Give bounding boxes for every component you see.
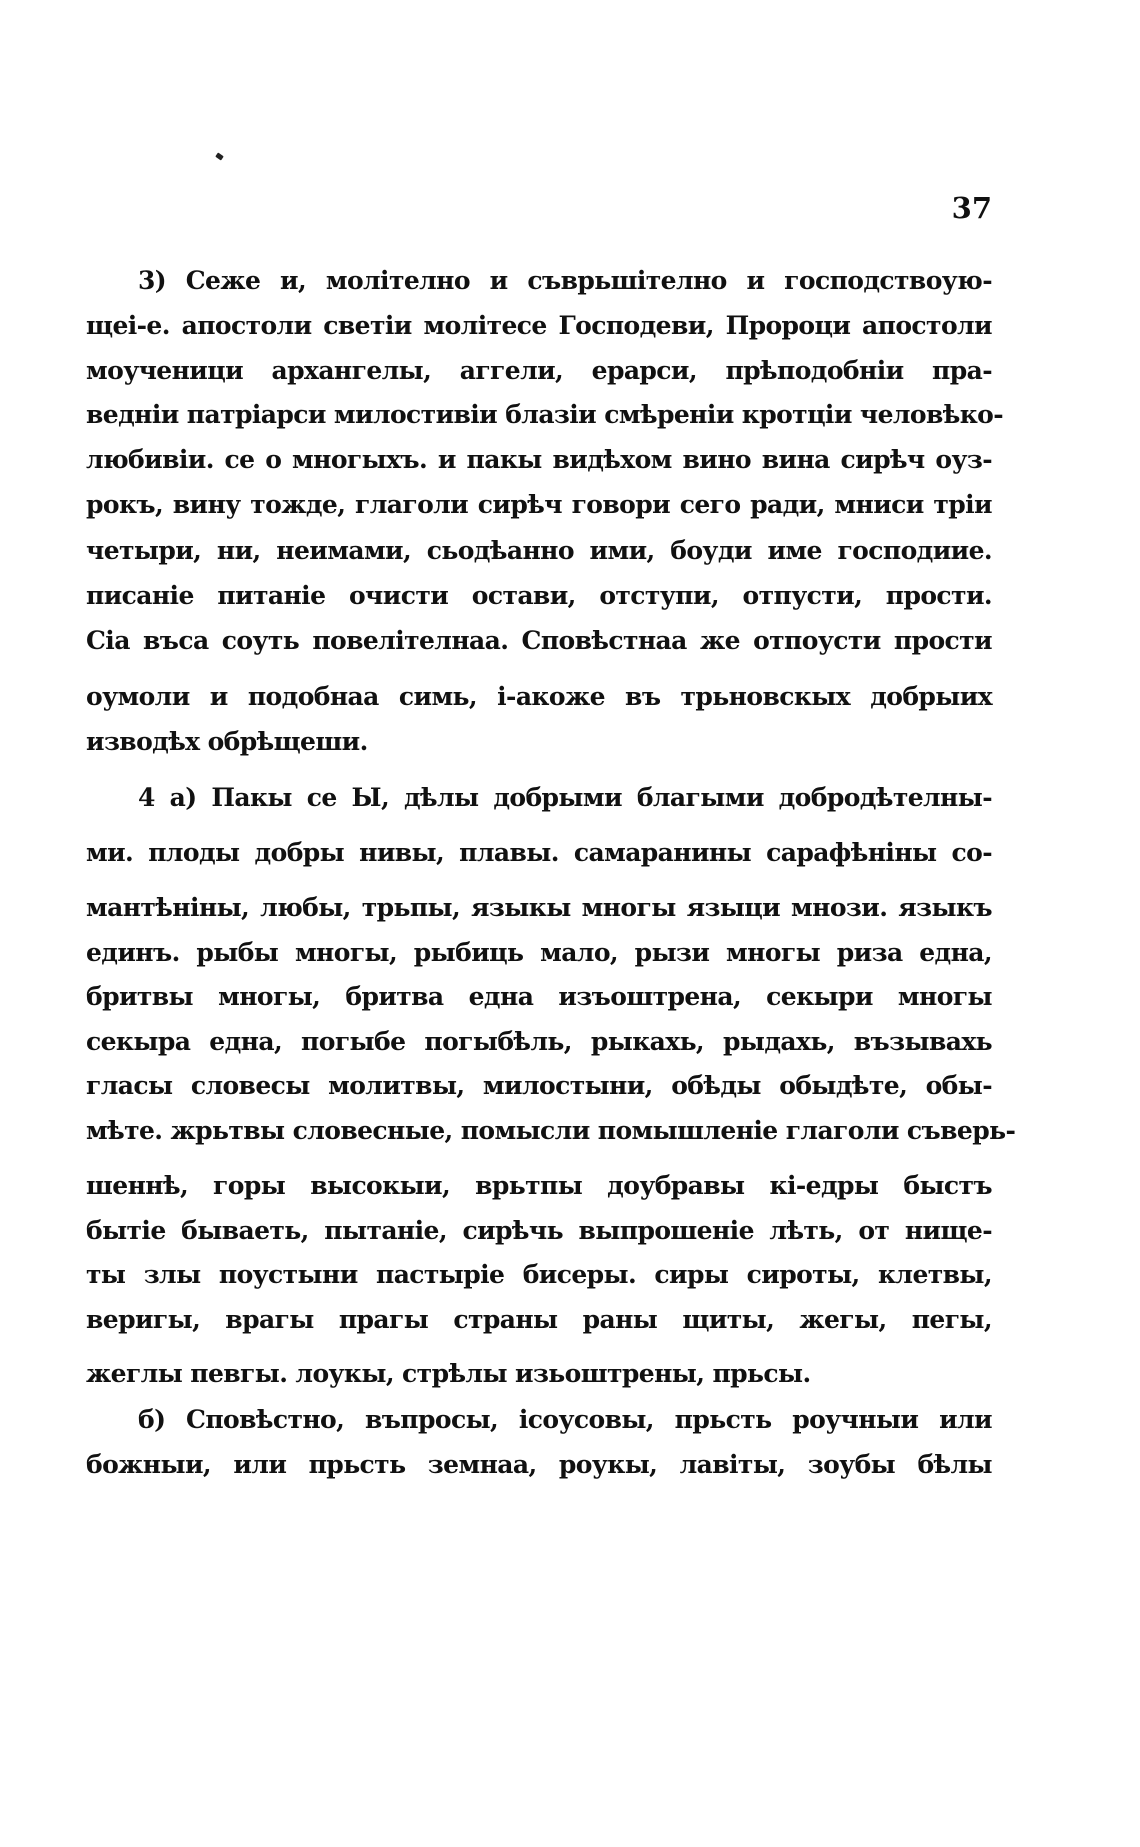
text-line: оумоли и подобнаа симь, і-акоже въ трьновскых добрыих: [86, 682, 992, 711]
text-line: щеі-е. апостоли светіи молітесе Господеви, Пророци апостоли: [86, 311, 992, 340]
text-line: б) Сповѣстно, въпросы, ісоусовы, прьсть роучныи или: [138, 1405, 992, 1434]
text-line: 4 а) Пакы се Ы, дѣлы добрыми благыми добродѣтелны-: [138, 783, 992, 812]
text-line: веригы, врагы прагы страны раны щиты, жегы, пегы,: [86, 1305, 992, 1334]
text-line: рокъ, вину тожде, глаголи сирѣч говори сего ради, мниси тріи: [86, 490, 992, 519]
text-line: четыри, ни, неимами, сьодѣанно ими, боуди име господиие.: [86, 536, 992, 565]
text-line: гласы словесы молитвы, милостыни, обѣды обыдѣте, обы-: [86, 1071, 992, 1100]
text-line: бытіе бываеть, пытаніе, сирѣчь выпрошеніе лѣть, от нище-: [86, 1216, 992, 1245]
text-line: любивіи. се о многыхъ. и пакы видѣхом вино вина сирѣч оуз-: [86, 445, 992, 474]
text-line: мантѣніны, любы, трьпы, языкы многы языци мнози. языкъ: [86, 893, 992, 922]
text-line: 3) Сеже и, молітелно и съврьшітелно и господствоую-: [138, 266, 992, 295]
text-line: божныи, или прьсть земнаа, роукы, лавіты, зоубы бѣлы: [86, 1450, 992, 1479]
page-number: 37: [951, 191, 992, 225]
text-line: бритвы многы, бритва една изъоштрена, секыри многы: [86, 982, 992, 1011]
text-line: мѣте. жрьтвы словесные, помысли помышленіе глаголи съверь-: [86, 1116, 1016, 1145]
text-line: секыра една, погыбе погыбѣль, рыкахь, рыдахь, възывахь: [86, 1027, 992, 1056]
paragraph: [86, 1403, 992, 1482]
text-line: моученици архангелы, аггели, ерарси, прѣподобніи пра-: [86, 356, 992, 385]
text-line: ми. плоды добры нивы, плавы. самаранины сарафѣніны со-: [86, 838, 992, 867]
text-line: единъ. рыбы многы, рыбиць мало, рызи многы риза една,: [86, 938, 992, 967]
ink-mark: [215, 152, 224, 160]
paragraph: [86, 264, 1004, 759]
page-text: [86, 260, 1016, 1482]
text-line: жеглы певгы. лоукы, стрѣлы изьоштрены, прьсы.: [86, 1359, 811, 1388]
text-line: писаніе питаніе очисти остави, отступи, отпусти, прости.: [86, 581, 992, 610]
paragraph: [86, 781, 1016, 1391]
text-line: ведніи патріарси милостивіи блазіи смѣреніи кротціи человѣко-: [86, 400, 1004, 429]
text-line: Сіа въса соуть повелітелнаа. Сповѣстнаа же отпоусти прости: [86, 626, 992, 655]
text-line: шеннѣ, горы высокыи, врьтпы доубравы кі-едры быстъ: [86, 1171, 992, 1200]
text-line: ты злы поустыни пастыріе бисеры. сиры сироты, клетвы,: [86, 1260, 992, 1289]
text-line: изводѣх обрѣщеши.: [86, 727, 368, 756]
